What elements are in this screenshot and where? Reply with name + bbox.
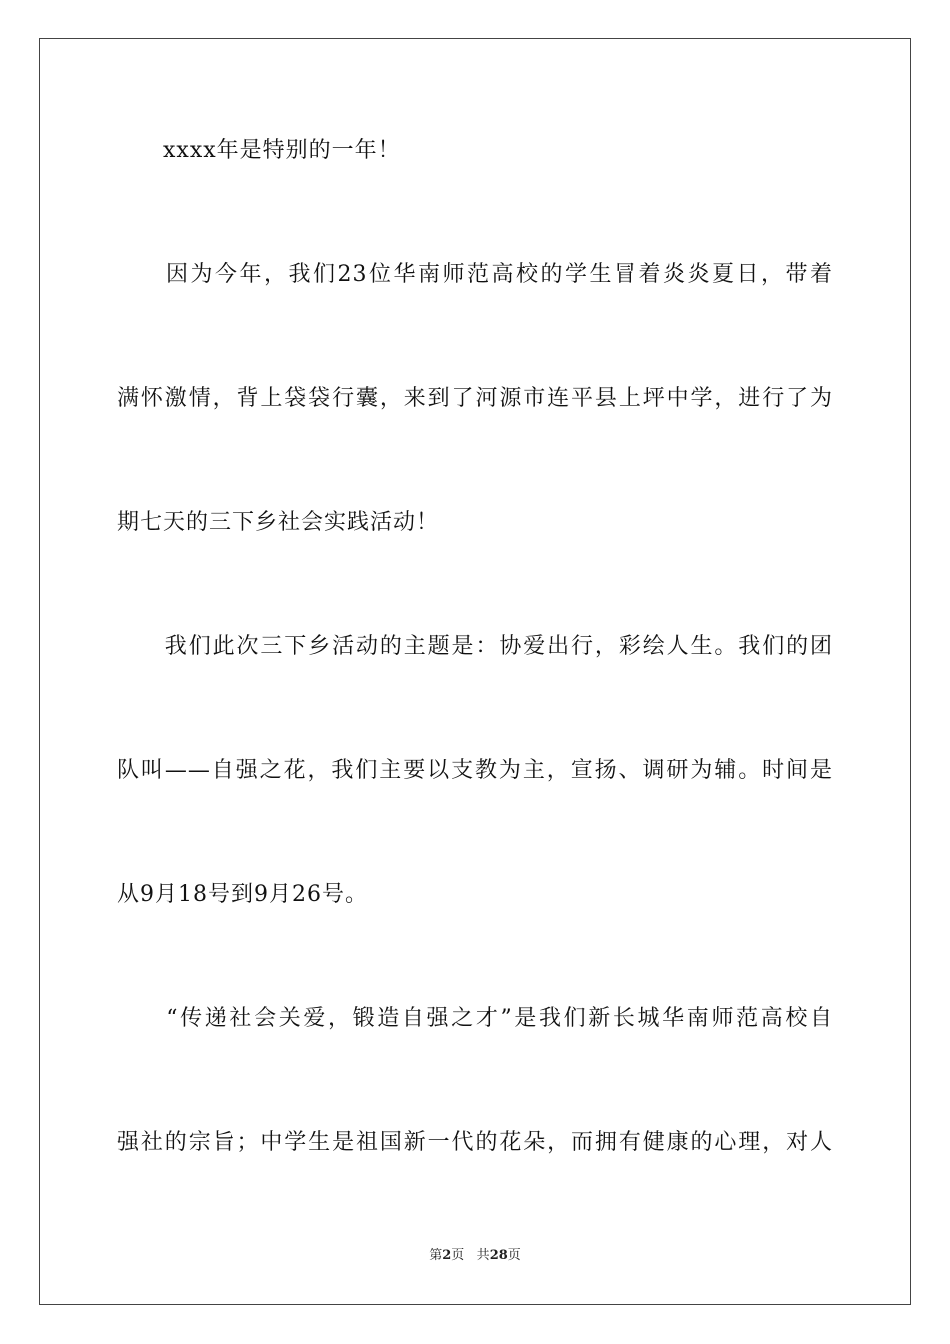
text-line-8: “传递社会关爱，锻造自强之才”是我们新长城华南师范高校自 xyxy=(117,1006,833,1031)
page-footer xyxy=(0,1247,950,1265)
page-frame xyxy=(39,38,911,1305)
total-suffix: 页 xyxy=(507,1248,521,1263)
total-prefix: 共 xyxy=(476,1248,490,1263)
text-line-9: 强社的宗旨；中学生是祖国新一代的花朵，而拥有健康的心理，对人 xyxy=(117,1130,833,1155)
text-line-7: 从9月18号到9月26号。 xyxy=(117,882,368,907)
text-line-5: 我们此次三下乡活动的主题是：协爱出行，彩绘人生。我们的团 xyxy=(117,634,833,659)
page-number: 2 xyxy=(442,1248,452,1263)
total-pages: 28 xyxy=(489,1248,508,1263)
text-line-1: xxxx年是特别的一年！ xyxy=(117,138,401,163)
text-line-4: 期七天的三下乡社会实践活动！ xyxy=(117,510,440,535)
page-prefix: 第 xyxy=(429,1248,443,1263)
page-suffix: 页 xyxy=(451,1248,465,1263)
text-line-2: 因为今年，我们23位华南师范高校的学生冒着炎炎夏日，带着 xyxy=(117,262,833,287)
text-line-3: 满怀激情，背上袋袋行囊，来到了河源市连平县上坪中学，进行了为 xyxy=(117,386,833,411)
text-line-6: 队叫——自强之花，我们主要以支教为主，宣扬、调研为辅。时间是 xyxy=(117,758,833,783)
